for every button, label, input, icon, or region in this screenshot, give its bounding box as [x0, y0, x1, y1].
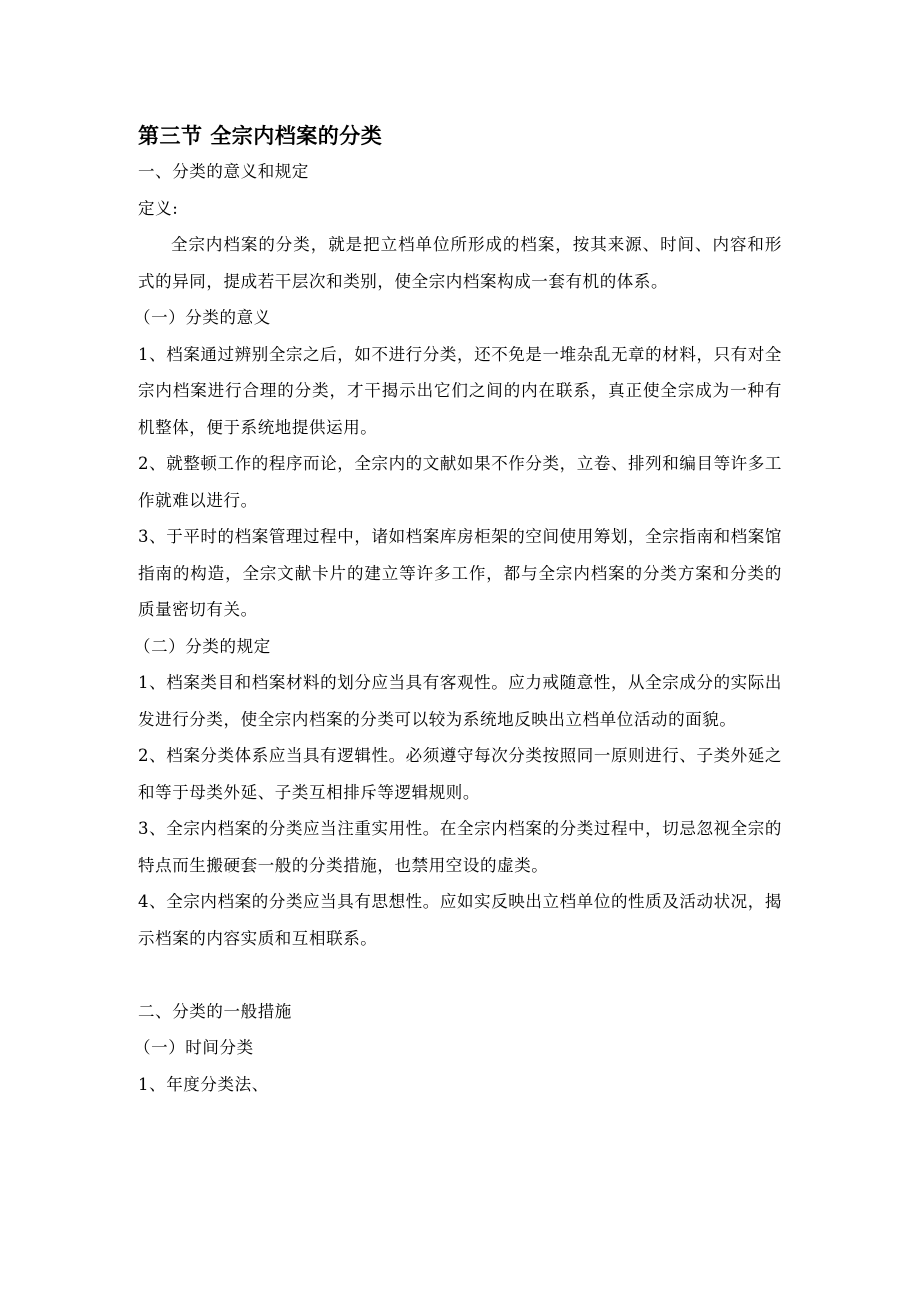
paragraph-gap: [138, 957, 782, 994]
subheading-rules: （二）分类的规定: [134, 636, 271, 656]
heading-classification-meaning-rules: 一、分类的意义和规定: [138, 162, 309, 181]
meaning-item-2: 2、就整顿工作的程序而论，全宗内的文献如果不作分类，立卷、排列和编目等许多工作就难以进行。: [138, 454, 782, 510]
time-item-1: 1、年度分类法、: [138, 1074, 269, 1094]
heading-general-methods: 二、分类的一般措施: [138, 1001, 292, 1021]
subheading-meaning: （一）分类的意义: [134, 308, 271, 327]
meaning-item-3: 3、于平时的档案管理过程中，诸如档案库房柜架的空间使用筹划，全宗指南和档案馆指南的构造，全宗文献卡片的建立等许多工作，都与全宗内档案的分类方案和分类的质量密切有关。: [138, 527, 782, 619]
rules-item-1: 1、档案类目和档案材料的划分应当具有客观性。应力戒随意性，从全宗成分的实际出发进行分类，使全宗内档案的分类可以较为系统地反映出立档单位活动的面貌。: [138, 673, 782, 729]
document-body: [134, 118, 782, 1103]
rules-item-4: 4、全宗内档案的分类应当具有思想性。应如实反映出立档单位的性质及活动状况，揭示档案的内容实质和互相联系。: [138, 892, 782, 948]
meaning-item-1: 1、档案通过辨别全宗之后，如不进行分类，还不免是一堆杂乱无章的材料，只有对全宗内档案进行合理的分类，才干揭示出它们之间的内在联系，真正使全宗成为一种有机整体，便于系统地提供运用。: [138, 344, 782, 437]
definition-label: 定义:: [138, 198, 179, 218]
rules-item-2: 2、档案分类体系应当具有逻辑性。必须遵守每次分类按照同一原则进行、子类外延之和等于母类外延、子类互相排斥等逻辑规则。: [138, 746, 782, 802]
section-title: 第三节 全宗内档案的分类: [138, 124, 383, 148]
definition-text: 全宗内档案的分类，就是把立档单位所形成的档案，按其来源、时间、内容和形式的异同，提成若干层次和类别，使全宗内档案构成一套有机的体系。: [138, 235, 782, 291]
subheading-time-classification: （一）时间分类: [134, 1038, 254, 1057]
rules-item-3: 3、全宗内档案的分类应当注重实用性。在全宗内档案的分类过程中，切忌忽视全宗的特点而生搬硬套一般的分类措施，也禁用空设的虚类。: [138, 819, 782, 875]
